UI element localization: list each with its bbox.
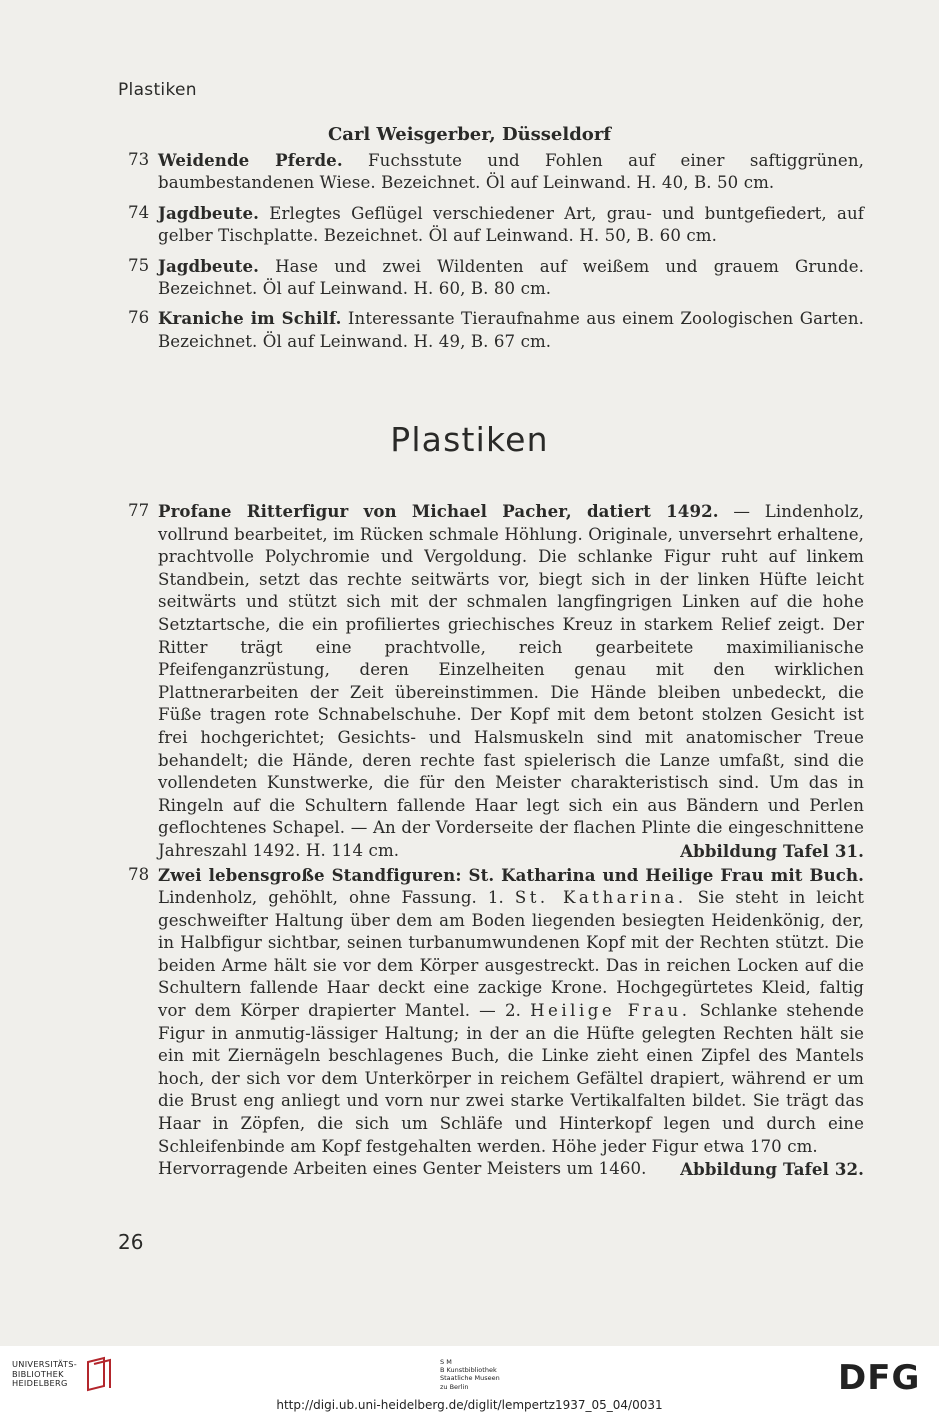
catalog-entry-75 bbox=[128, 255, 864, 301]
section-heading-artist: Carl Weisgerber, Düsseldorf bbox=[327, 124, 612, 145]
entry-title: Jagdbeute. bbox=[158, 255, 260, 276]
section-heading-plastiken: Plastiken bbox=[390, 420, 549, 459]
logo-text-line: HEIDELBERG bbox=[12, 1378, 68, 1389]
university-emblem-icon bbox=[84, 1356, 114, 1392]
university-library-logo[interactable] bbox=[12, 1360, 77, 1389]
catalog-entry-78 bbox=[128, 864, 864, 1181]
running-head: Plastiken bbox=[118, 80, 197, 100]
entry-number: 74 bbox=[128, 202, 150, 222]
entry-text: Fuchsstute und Fohlen auf einer saftiggrünen, baumbestandenen Wiese. Bezeichnet. Öl auf Leinwand. H. 40, B. 50 cm. bbox=[158, 151, 864, 193]
entry-text: Sie steht in leicht geschweifter Haltung über dem am Boden liegenden besiegten Heidenkönig, der, in Halbfigur sichtbar, seinen turbanumwundenen Kopf mit der Rechten stützt. Die beiden Arme hält sie vor dem Körper ausgestreckt. Das in reichen Locken auf die Schultern fallende Haar deckt eine zackige Krone. Hochgegürtetes Kleid, faltig vor dem Körper drapierter Mantel. — 2. bbox=[158, 888, 864, 1021]
entry-text: Interessante Tieraufnahme aus einem Zoologischen Garten. Bezeichnet. Öl auf Leinwand. H. 49, B. 67 cm. bbox=[158, 309, 864, 351]
entry-text: — Lindenholz, vollrund bearbeitet, im Rücken schmale Höhlung. Originale, unversehrt erhaltene, prachtvolle Polychromie und Vergoldung. Die schlanke Figur ruht auf linkem Standbein, setzt das rechte seitwärts vor, biegt sich in der linken Hüfte leicht seitwärts und stützt sich mit der schmalen langfingrigen Linken auf die hohe Setztartsche, die ein profiliertes griechisches Kreuz in starkem Relief zeigt. Der Ritter trägt eine prachtvolle, reich gearbeitete maximilianische Pfeifenganzrüstung, deren Einzelheiten genau mit den wirklichen Plattnerarbeiten der Zeit übereinstimmen. Die Hände bleiben unbedeckt, die Füße tragen rote Schnabelschuhe. Der Kopf mit dem betont stolzen Gesicht ist frei hochgerichtet; Gesichts- und Halsmuskeln sind mit anatomischer Treue behandelt; die Hände, deren rechte fast spielerisch die Lanze umfaßt, sind die vollendeten Kunstwerke, die für den Meister charakteristisch sind. Um das in Ringeln auf die Schultern fallende Haar legt sich ein aus Bändern und Perlen geflochtenes Schapel. — An der Vorderseite der flachen Plinte die eingeschnittene Jahreszahl 1492. H. 114 cm. bbox=[158, 502, 864, 860]
entry-title: Jagdbeute. bbox=[158, 202, 260, 223]
figure-name-katharina: St. Katharina. bbox=[514, 888, 687, 908]
entry-number: 78 bbox=[128, 864, 150, 884]
logo-text-line: S M bbox=[440, 1358, 452, 1366]
kunstbibliothek-logo[interactable] bbox=[440, 1358, 500, 1391]
logo-text-line: BIBLIOTHEK bbox=[12, 1368, 64, 1379]
logo-text-line: zu Berlin bbox=[440, 1382, 469, 1391]
digitization-footer bbox=[0, 1346, 939, 1414]
entry-number: 75 bbox=[128, 255, 150, 275]
logo-text-line: B Kunstbibliothek bbox=[440, 1366, 497, 1375]
sculpture-entries bbox=[128, 500, 864, 1181]
entry-text: Lindenholz, gehöhlt, ohne Fassung. 1. bbox=[158, 888, 515, 908]
dfg-logo[interactable]: DFG bbox=[838, 1358, 921, 1398]
logo-text-line: Staatliche Museen bbox=[440, 1374, 500, 1383]
entry-text: Hase und zwei Wildenten auf weißem und grauem Grunde. Bezeichnet. Öl auf Leinwand. H. 60, B. 80 cm. bbox=[158, 256, 864, 299]
entry-text: Erlegtes Geflügel verschiedener Art, grau- und buntgefiedert, auf gelber Tischplatte. Bezeichnet. Öl auf Leinwand. H. 50, B. 60 cm. bbox=[158, 203, 864, 246]
figure-name-heilige-frau: Heilige Frau. bbox=[530, 1001, 691, 1021]
entry-number: 73 bbox=[128, 150, 150, 169]
plate-reference: Abbildung Tafel 32. bbox=[680, 1159, 864, 1180]
logo-text-line: UNIVERSITÄTS- bbox=[12, 1359, 77, 1369]
source-url-link[interactable]: http://digi.ub.uni-heidelberg.de/diglit/lempertz1937_05_04/0031 bbox=[276, 1398, 663, 1412]
plate-reference: Abbildung Tafel 31. bbox=[680, 840, 864, 861]
catalog-entry-76 bbox=[128, 307, 864, 353]
page-number: 26 bbox=[118, 1230, 144, 1254]
entry-title: Profane Ritterfigur von Michael Pacher, datiert 1492. bbox=[158, 501, 719, 521]
painting-entries bbox=[128, 149, 864, 360]
entry-closing-line: Hervorragende Arbeiten eines Genter Meisters um 1460. bbox=[158, 1159, 647, 1179]
catalog-entry-74 bbox=[128, 202, 864, 248]
catalog-entry-73 bbox=[128, 149, 864, 195]
entry-title: Weidende Pferde. bbox=[158, 150, 343, 170]
entry-number: 77 bbox=[128, 501, 150, 520]
catalog-entry-77 bbox=[128, 500, 864, 863]
entry-number: 76 bbox=[128, 308, 150, 328]
entry-text: Schlanke stehende Figur in anmutig-lässiger Haltung; in der an die Hüfte gelegten Rechten hält sie ein mit Ziernägeln beschlagenes Buch, die Linke zieht einen Zipfel des Mantels hoch, der sich vor dem Unterkörper in reichem Gefältel drapiert, während er um die Brust eng anliegt und vorn nur zwei starke Vertikalfalten bildet. Sie trägt das Haar in Zöpfen, die sich um Schläfe und Hinterkopf legen und durch eine Schleifenbinde am Kopf festgehalten werden. Höhe jeder Figur etwa 170 cm. bbox=[158, 1001, 864, 1156]
entry-title: Kraniche im Schilf. bbox=[158, 308, 342, 329]
entry-title: Zwei lebensgroße Standfiguren: St. Katharina und Heilige Frau mit Buch. bbox=[158, 864, 864, 885]
